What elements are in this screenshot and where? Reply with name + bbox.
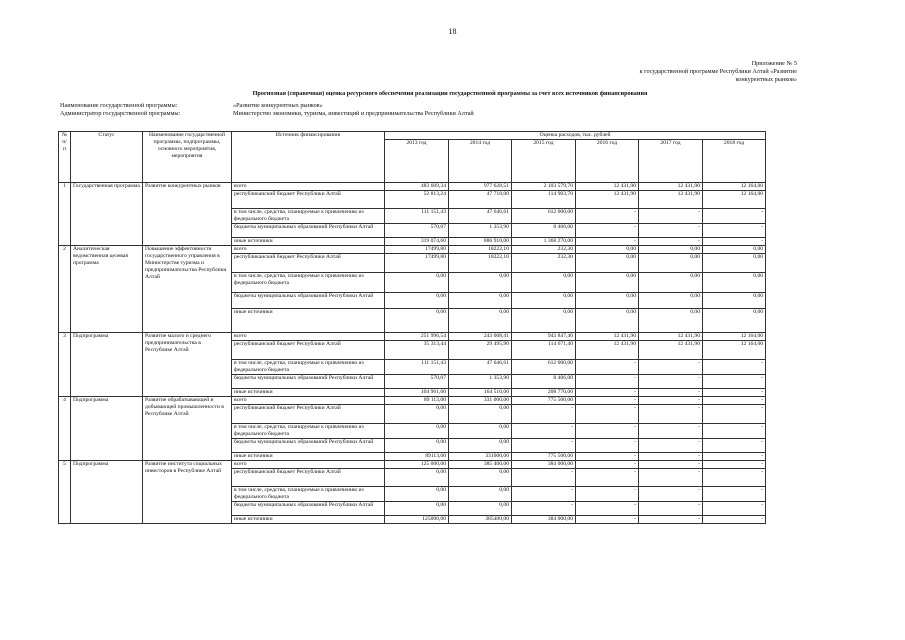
amount-cell: 1 368 270,00 [512, 238, 576, 246]
amount-cell: 0,00 [512, 273, 576, 293]
amount-cell: 483 609,34 [385, 183, 449, 191]
amount-cell: - [703, 469, 766, 487]
amount-cell: 12 431,90 [576, 333, 639, 341]
funding-source: иные источники [232, 309, 385, 333]
funding-source: бюджеты муниципальных образований Республики Алтай [232, 439, 385, 453]
funding-source: республиканский бюджет Республики Алтай [232, 191, 385, 209]
amount-cell: - [639, 469, 703, 487]
year-header: 2018 год [703, 140, 766, 183]
amount-cell: 12 164,00 [703, 191, 766, 209]
amount-cell: - [703, 397, 766, 405]
amount-cell: 208 770,00 [512, 389, 576, 397]
year-header: 2013 год [385, 140, 449, 183]
funding-source: иные источники [232, 453, 385, 461]
amount-cell: - [703, 360, 766, 375]
amount-cell: 18222,10 [449, 254, 512, 273]
amount-cell: 775 500,00 [512, 453, 576, 461]
amount-cell: 0,00 [449, 273, 512, 293]
funding-source: в том числе, средства, планируемые к привлечению из федерального бюджета [232, 424, 385, 439]
amount-cell: - [703, 502, 766, 516]
amount-cell: 125 000,00 [385, 461, 449, 469]
row-status: Аналитическая ведомственная целевая программа [71, 246, 143, 333]
amount-cell: 0,00 [639, 309, 703, 333]
amount-cell: 384 000,00 [512, 516, 576, 524]
amount-cell: 114 903,70 [512, 191, 576, 209]
amount-cell: 0,00 [449, 487, 512, 502]
amount-cell: 612 000,00 [512, 360, 576, 375]
amount-cell: 243 008,41 [449, 333, 512, 341]
amount-cell: - [512, 469, 576, 487]
funding-source: иные источники [232, 389, 385, 397]
amount-cell: - [576, 424, 639, 439]
amount-cell: 251 996,54 [385, 333, 449, 341]
amount-cell: - [512, 487, 576, 502]
amount-cell: - [512, 424, 576, 439]
amount-cell: 570,07 [385, 224, 449, 238]
table-body [59, 183, 766, 524]
amount-cell: - [576, 238, 639, 246]
funding-source: бюджеты муниципальных образований Республики Алтай [232, 293, 385, 309]
year-header: 2016 год [576, 140, 639, 183]
col-header-name: Наименование государственной программы, подпрограммы, основного мероприятия, мероприятия [143, 132, 232, 183]
appendix-line-3: конкурентных рынков» [735, 76, 797, 83]
row-name: Развитие института социальных инвесторов в Республике Алтай [143, 461, 232, 524]
amount-cell: 2 103 579,70 [512, 183, 576, 191]
funding-source: республиканский бюджет Республики Алтай [232, 341, 385, 360]
amount-cell: 0,00 [703, 273, 766, 293]
amount-cell: - [639, 516, 703, 524]
row-name: Развитие малого и среднего предпринимательства в Республике Алтай [143, 333, 232, 397]
amount-cell: 0,00 [639, 273, 703, 293]
amount-cell: 384 000,00 [512, 461, 576, 469]
amount-cell: - [576, 360, 639, 375]
amount-cell: 47 718,00 [449, 191, 512, 209]
funding-source: в том числе, средства, планируемые к привлечению из федерального бюджета [232, 487, 385, 502]
administrator-label: Администратор государственной программы: [60, 110, 181, 117]
col-header-estimate: Оценка расходов, тыс. рублей [385, 132, 766, 140]
funding-source: всего [232, 246, 385, 254]
year-header: 2015 год [512, 140, 576, 183]
funding-source: всего [232, 183, 385, 191]
amount-cell: 319 074,60 [385, 238, 449, 246]
year-header: 2017 год [639, 140, 703, 183]
amount-cell: - [703, 424, 766, 439]
amount-cell: 0,00 [576, 293, 639, 309]
table-row [59, 246, 766, 254]
row-status: Подпрограмма [71, 333, 143, 397]
funding-source: в том числе, средства, планируемые к привлечению из федерального бюджета [232, 360, 385, 375]
page-number: 18 [448, 27, 457, 36]
amount-cell: 12 431,90 [576, 183, 639, 191]
amount-cell: 886 910,00 [449, 238, 512, 246]
amount-cell: 612 000,00 [512, 209, 576, 224]
amount-cell: - [703, 405, 766, 424]
row-status: Государственная программа [71, 183, 143, 246]
appendix-line-2: к государственной программе Республики Алтай «Развитие [639, 68, 797, 75]
amount-cell: 0,00 [576, 246, 639, 254]
table-row [59, 397, 766, 405]
amount-cell: 104 961,60 [385, 389, 449, 397]
amount-cell: 0,00 [576, 254, 639, 273]
amount-cell: 111 151,43 [385, 360, 449, 375]
funding-source: всего [232, 461, 385, 469]
document-title: Прогнозная (справочная) оценка ресурсного обеспечения реализации государственной программы за счет всех источников финансирования [252, 90, 648, 97]
amount-cell: - [703, 453, 766, 461]
amount-cell: 0,00 [576, 309, 639, 333]
amount-cell: 232,30 [512, 246, 576, 254]
amount-cell: 0,00 [449, 502, 512, 516]
program-name-value: «Развитие конкурентных рынков» [233, 102, 323, 109]
table-row [59, 333, 766, 341]
funding-source: в том числе, средства, планируемые к привлечению из федерального бюджета [232, 273, 385, 293]
funding-source: бюджеты муниципальных образований Республики Алтай [232, 375, 385, 389]
amount-cell: - [639, 209, 703, 224]
amount-cell: 12 164,00 [703, 333, 766, 341]
row-name: Развитие конкурентных рынков [143, 183, 232, 246]
amount-cell: - [576, 469, 639, 487]
amount-cell: - [576, 397, 639, 405]
amount-cell: 1 353,90 [449, 375, 512, 389]
funding-source: иные источники [232, 238, 385, 246]
amount-cell: - [512, 405, 576, 424]
amount-cell: - [639, 360, 703, 375]
amount-cell: 570,07 [385, 375, 449, 389]
amount-cell: 385 400,00 [449, 461, 512, 469]
row-number: 5 [59, 461, 71, 524]
row-number: 4 [59, 397, 71, 461]
funding-source: иные источники [232, 516, 385, 524]
amount-cell: 52 813,24 [385, 191, 449, 209]
amount-cell: - [639, 453, 703, 461]
funding-source: всего [232, 333, 385, 341]
amount-cell: 12 164,00 [703, 183, 766, 191]
amount-cell: 12 431,90 [576, 191, 639, 209]
col-header-status: Статус [71, 132, 143, 183]
funding-source: республиканский бюджет Республики Алтай [232, 254, 385, 273]
amount-cell: 89113,00 [385, 453, 449, 461]
amount-cell: 331 000,00 [449, 397, 512, 405]
amount-cell: 0,00 [385, 293, 449, 309]
amount-cell: 0,00 [385, 502, 449, 516]
amount-cell: 8 406,00 [512, 224, 576, 238]
amount-cell: 943 847,40 [512, 333, 576, 341]
amount-cell: 0,00 [385, 405, 449, 424]
amount-cell: - [639, 224, 703, 238]
amount-cell: 12 431,90 [576, 341, 639, 360]
amount-cell: 111 151,43 [385, 209, 449, 224]
amount-cell: - [639, 487, 703, 502]
amount-cell: - [576, 453, 639, 461]
amount-cell: 0,00 [449, 405, 512, 424]
amount-cell: 18222,10 [449, 246, 512, 254]
amount-cell: - [576, 516, 639, 524]
administrator-value: Министерство экономики, туризма, инвестиций и предпринимательства Республики Алтай [233, 110, 474, 117]
amount-cell: 47 646,61 [449, 360, 512, 375]
budget-table [58, 131, 766, 524]
appendix-note [537, 60, 797, 84]
col-header-num: № п/п [59, 132, 71, 183]
amount-cell: 17499,80 [385, 246, 449, 254]
amount-cell: 0,00 [703, 246, 766, 254]
appendix-line-1: Приложение № 5 [751, 60, 797, 67]
amount-cell: 0,00 [385, 309, 449, 333]
row-status: Подпрограмма [71, 397, 143, 461]
amount-cell: - [703, 209, 766, 224]
amount-cell: 0,00 [385, 424, 449, 439]
amount-cell: - [703, 224, 766, 238]
amount-cell: 114 671,40 [512, 341, 576, 360]
program-name-line [60, 102, 323, 109]
amount-cell: 35 313,44 [385, 341, 449, 360]
funding-source: бюджеты муниципальных образований Республики Алтай [232, 224, 385, 238]
amount-cell: - [703, 439, 766, 453]
row-name: Повышение эффективности государственного управления в Министерстве туризма и предпринимательства Республики Алтай [143, 246, 232, 333]
amount-cell: - [512, 502, 576, 516]
col-header-source: Источник финансирования [232, 132, 385, 183]
amount-cell: 164 510,00 [449, 389, 512, 397]
amount-cell: 0,00 [385, 439, 449, 453]
amount-cell: - [703, 516, 766, 524]
year-header: 2014 год [449, 140, 512, 183]
amount-cell: - [576, 224, 639, 238]
row-name: Развитие обрабатывающей и добывающей промышленности в Республике Алтай [143, 397, 232, 461]
amount-cell: 89 113,00 [385, 397, 449, 405]
table-row [59, 183, 766, 191]
amount-cell: - [576, 439, 639, 453]
funding-source: республиканский бюджет Республики Алтай [232, 469, 385, 487]
funding-source: бюджеты муниципальных образований Республики Алтай [232, 502, 385, 516]
amount-cell: - [576, 405, 639, 424]
administrator-line [60, 110, 474, 117]
amount-cell: - [639, 439, 703, 453]
amount-cell: 125000,00 [385, 516, 449, 524]
amount-cell: 775 500,00 [512, 397, 576, 405]
amount-cell: 12 164,00 [703, 341, 766, 360]
amount-cell: - [639, 397, 703, 405]
amount-cell: 0,00 [639, 293, 703, 309]
amount-cell: 12 431,90 [639, 341, 703, 360]
amount-cell: 0,00 [639, 246, 703, 254]
funding-source: в том числе, средства, планируемые к привлечению из федерального бюджета [232, 209, 385, 224]
amount-cell: 1 353,90 [449, 224, 512, 238]
amount-cell: 0,00 [449, 293, 512, 309]
amount-cell: 12 431,90 [639, 191, 703, 209]
amount-cell: - [703, 461, 766, 469]
amount-cell: 385400,00 [449, 516, 512, 524]
amount-cell: - [639, 502, 703, 516]
row-status: Подпрограмма [71, 461, 143, 524]
amount-cell: 0,00 [703, 254, 766, 273]
amount-cell: - [639, 238, 703, 246]
amount-cell: 0,00 [385, 469, 449, 487]
amount-cell: - [512, 439, 576, 453]
amount-cell: 0,00 [449, 424, 512, 439]
table-row [59, 461, 766, 469]
row-number: 2 [59, 246, 71, 333]
amount-cell: 331000,00 [449, 453, 512, 461]
amount-cell: - [639, 389, 703, 397]
amount-cell: 0,00 [703, 293, 766, 309]
amount-cell: 232,30 [512, 254, 576, 273]
amount-cell: 977 628,51 [449, 183, 512, 191]
amount-cell: - [576, 487, 639, 502]
amount-cell: 8 406,00 [512, 375, 576, 389]
amount-cell: - [639, 461, 703, 469]
row-number: 1 [59, 183, 71, 246]
amount-cell: - [703, 389, 766, 397]
row-number: 3 [59, 333, 71, 397]
amount-cell: 0,00 [512, 293, 576, 309]
amount-cell: - [576, 209, 639, 224]
amount-cell: - [703, 238, 766, 246]
amount-cell: - [639, 405, 703, 424]
amount-cell: 47 646,61 [449, 209, 512, 224]
amount-cell: - [639, 424, 703, 439]
amount-cell: - [576, 375, 639, 389]
amount-cell: 0,00 [449, 439, 512, 453]
amount-cell: 12 431,90 [639, 183, 703, 191]
amount-cell: - [576, 502, 639, 516]
amount-cell: - [576, 461, 639, 469]
amount-cell: 0,00 [385, 487, 449, 502]
amount-cell: 0,00 [449, 309, 512, 333]
amount-cell: 0,00 [449, 469, 512, 487]
amount-cell: 0,00 [512, 309, 576, 333]
amount-cell: 17499,80 [385, 254, 449, 273]
amount-cell: 0,00 [703, 309, 766, 333]
funding-source: республиканский бюджет Республики Алтай [232, 405, 385, 424]
amount-cell: 12 431,90 [639, 333, 703, 341]
amount-cell: - [576, 389, 639, 397]
program-name-label: Наименование государственной программы: [60, 102, 178, 109]
header-row [59, 132, 766, 140]
amount-cell: 0,00 [385, 273, 449, 293]
amount-cell: 0,00 [576, 273, 639, 293]
funding-source: всего [232, 397, 385, 405]
amount-cell: - [639, 375, 703, 389]
amount-cell: 0,00 [639, 254, 703, 273]
amount-cell: - [703, 375, 766, 389]
amount-cell: - [703, 487, 766, 502]
amount-cell: 29 495,90 [449, 341, 512, 360]
